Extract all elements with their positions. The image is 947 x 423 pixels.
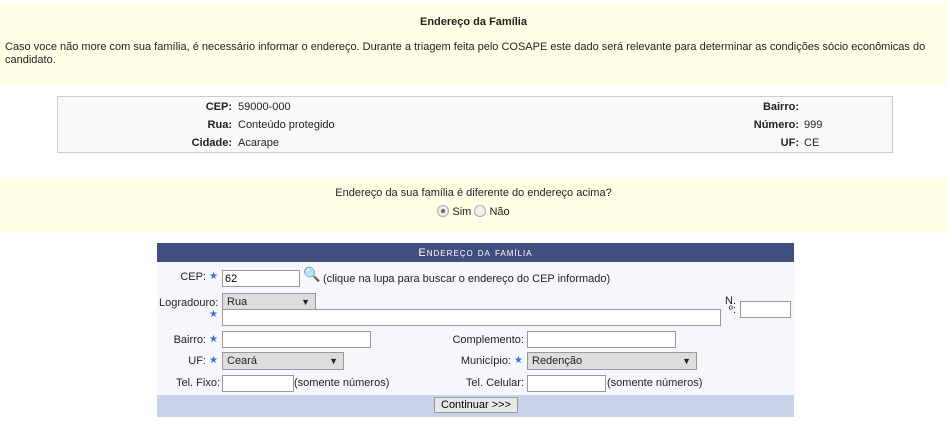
uf-value: CE: [804, 137, 820, 149]
intro-title: Endereço da Família: [420, 16, 527, 28]
continue-button[interactable]: Continuar >>>: [434, 397, 518, 413]
complemento-label: Complemento:: [452, 334, 524, 346]
logradouro-label: Logradouro:: [159, 297, 219, 309]
tel-fixo-label: Tel. Fixo:: [175, 377, 220, 389]
cep-field-label: CEP:: [180, 271, 206, 283]
radio-nao[interactable]: [474, 205, 486, 217]
numero-input[interactable]: [740, 301, 791, 318]
cep-value: 59000-000: [238, 101, 291, 113]
required-star-icon: ★: [514, 355, 523, 366]
cep-label: CEP:: [205, 101, 232, 113]
required-star-icon: ★: [209, 309, 218, 320]
rua-value: Conteúdo protegido: [238, 119, 335, 131]
numero-value: 999: [804, 119, 823, 131]
uf-field-label: UF:: [188, 355, 206, 367]
question-text: Endereço da sua família é diferente do endereço acima?: [335, 187, 612, 199]
question-panel: [0, 178, 947, 231]
radio-nao-label[interactable]: Não: [489, 206, 510, 218]
family-address-form: [157, 243, 794, 417]
uf-label: UF:: [780, 137, 799, 149]
tel-celular-input[interactable]: [527, 375, 606, 392]
required-star-icon: ★: [209, 334, 218, 345]
form-title: Endereço da família: [157, 243, 794, 262]
required-star-icon: ★: [209, 271, 218, 282]
radio-sim-label[interactable]: Sim: [452, 206, 472, 218]
numero-label: Número:: [753, 119, 799, 131]
current-address-box: [57, 96, 893, 153]
required-star-icon: ★: [209, 355, 218, 366]
tel-fixo-input[interactable]: [222, 375, 294, 392]
tel-celular-label: Tel. Celular:: [465, 377, 524, 389]
bairro-field-label: Bairro:: [173, 334, 206, 346]
uf-select[interactable]: Ceará ▼: [222, 352, 344, 370]
bairro-label: Bairro:: [762, 101, 799, 113]
tel-celular-hint: (somente números): [607, 377, 703, 389]
bairro-input[interactable]: [222, 331, 371, 348]
cep-input[interactable]: [222, 270, 300, 287]
intro-panel: [0, 3, 947, 85]
form-footer: [157, 395, 794, 417]
cidade-value: Acarape: [238, 137, 279, 149]
numero-field-label: N. º:: [725, 295, 736, 316]
cep-hint: (clique na lupa para buscar o endereço do CEP informado): [323, 273, 611, 285]
intro-text: Caso voce não more com sua família, é necessário informar o endereço. Durante a triagem feita pelo COSAPE este dado será relevante para determinar as condições sócio econômicas do candidato.: [5, 41, 926, 66]
complemento-input[interactable]: [527, 331, 676, 348]
logradouro-type-select[interactable]: Rua ▼: [222, 293, 316, 311]
cidade-label: Cidade:: [191, 137, 232, 149]
municipio-select[interactable]: Redenção ▼: [527, 352, 697, 370]
municipio-label: Município:: [460, 355, 511, 367]
rua-label: Rua:: [207, 119, 232, 131]
tel-fixo-hint: (somente números): [294, 377, 390, 389]
logradouro-input[interactable]: [222, 309, 721, 326]
radio-sim[interactable]: [437, 205, 449, 217]
search-magnifier-icon[interactable]: 🔍: [303, 266, 321, 282]
